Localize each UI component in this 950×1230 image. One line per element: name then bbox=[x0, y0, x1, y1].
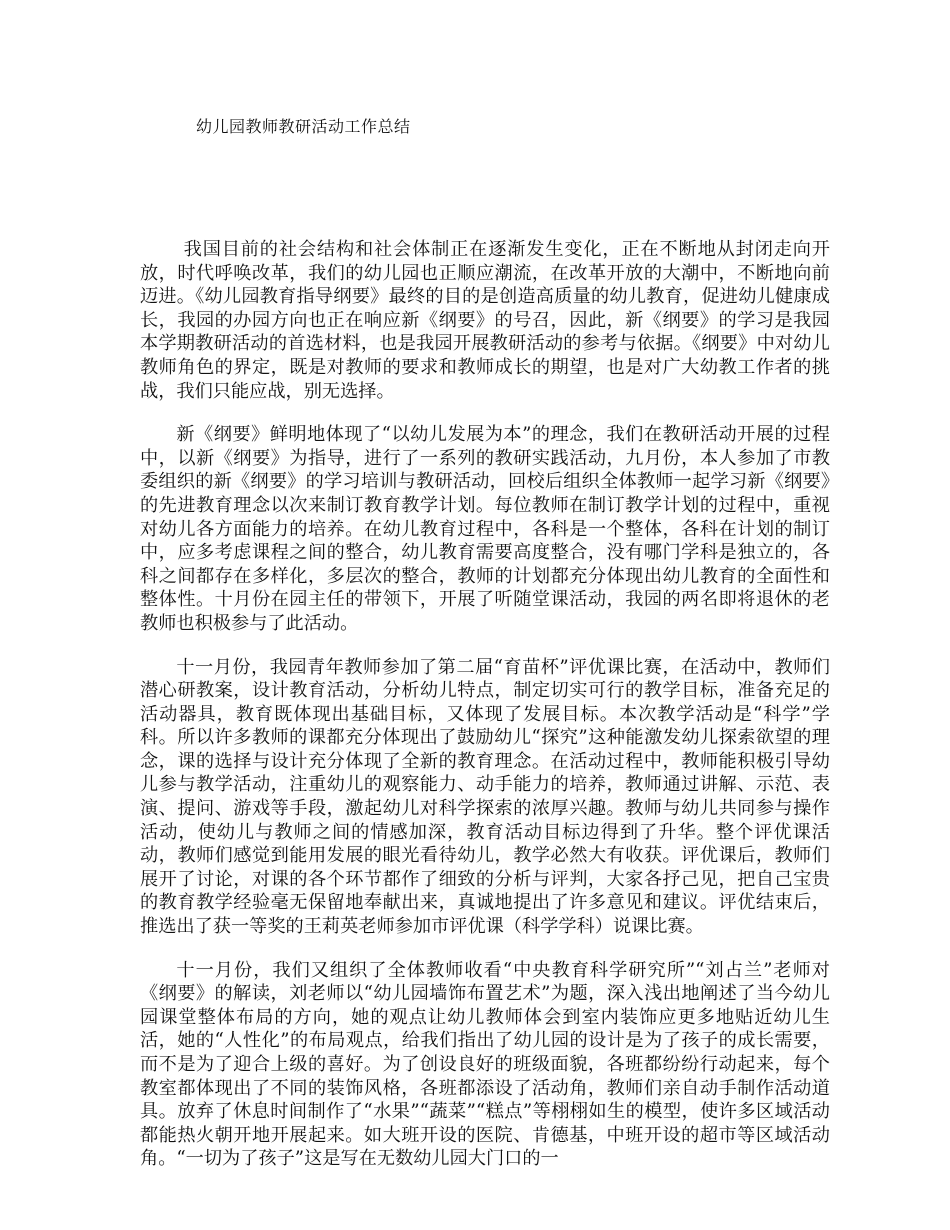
paragraph-4: 十一月份，我们又组织了全体教师收看“中央教育科学研究所”“刘占兰”老师对《纲要》的解读，刘老师以“幼儿园墙饰布置艺术”为题，深入浅出地阐述了当今幼儿园课堂整体布局的方向，她的观点让幼儿教师体会到室内装饰应更多地贴近幼儿生活，她的“人性化”的布局观点，给我们指出了幼儿园的设计是为了孩子的成长需要，而不是为了迎合上级的喜好。为了创设良好的班级面貌，各班都纷纷行动起来，每个教室都体现出了不同的装饰风格，各班都添设了活动角，教师们亲自动手制作活动道具。放弃了休息时间制作了“水果”“蔬菜”“糕点”等栩栩如生的模型，使许多区域活动都能热火朝开地开展起来。如大班开设的医院、肯德基，中班开设的超市等区域活动角。“一切为了孩子”这是写在无数幼儿园大门口的一 bbox=[140, 959, 830, 1170]
paragraph-1: 我国目前的社会结构和社会体制正在逐渐发生变化，正在不断地从封闭走向开放，时代呼唤改革，我们的幼儿园也正顺应潮流，在改革开放的大潮中，不断地向前迈进。《幼儿园教育指导纲要》最终的目的是创造高质量的幼儿教育，促进幼儿健康成长，我园的办园方向也正在响应新《纲要》的号召，因此，新《纲要》的学习是我园本学期教研活动的首选材料，也是我园开展教研活动的参考与依据。《纲要》中对幼儿教师角色的界定，既是对教师的要求和教师成长的期望，也是对广大幼教工作者的挑战，我们只能应战，别无选择。 bbox=[140, 239, 830, 402]
paragraph-2: 新《纲要》鲜明地体现了“以幼儿发展为本”的理念，我们在教研活动开展的过程中，以新《纲要》为指导，进行了一系列的教研实践活动，九月份，本人参加了市教委组织的新《纲要》的学习培训与教研活动，回校后组织全体教师一起学习新《纲要》的先进教育理念以次来制订教育教学计划。每位教师在制订教学计划的过程中，重视对幼儿各方面能力的培养。在幼儿教育过程中，各科是一个整体，各科在计划的制订中，应多考虑课程之间的整合，幼儿教育需要高度整合，没有哪门学科是独立的，各科之间都存在多样化，多层次的整合，教师的计划都充分体现出幼儿教育的全面性和整体性。十月份在园主任的带领下，开展了听随堂课活动，我园的两名即将退休的老教师也积极参与了此活动。 bbox=[140, 424, 830, 634]
document-body bbox=[140, 238, 830, 1191]
document-title: 幼儿园教师教研活动工作总结 bbox=[196, 117, 411, 136]
paragraph-3: 十一月份，我园青年教师参加了第二届“育苗杯”评优课比赛，在活动中，教师们潜心研教案，设计教育活动，分析幼儿特点，制定切实可行的教学目标，准备充足的活动器具，教育既体现出基础目标，又体现了发展目标。本次教学活动是“科学”学科。所以许多教师的课都充分体现出了鼓励幼儿“探究”这种能激发幼儿探索欲望的理念，课的选择与设计充分体现了全新的教育理念。在活动过程中，教师能积极引导幼儿参与教学活动，注重幼儿的观察能力、动手能力的培养，教师通过讲解、示范、表演、提问、游戏等手段，激起幼儿对科学探索的浓厚兴趣。教师与幼儿共同参与操作活动，使幼儿与教师之间的情感加深，教育活动目标边得到了升华。整个评优课活动，教师们感觉到能用发展的眼光看待幼儿，教学必然大有收获。评优课后，教师们展开了讨论，对课的各个环节都作了细致的分析与评判，大家各抒己见，把自己宝贵的教育教学经验毫无保留地奉献出来，真诚地提出了许多意见和建议。评优结束后，推选出了获一等奖的王莉英老师参加市评优课（科学学科）说课比赛。 bbox=[140, 656, 830, 938]
